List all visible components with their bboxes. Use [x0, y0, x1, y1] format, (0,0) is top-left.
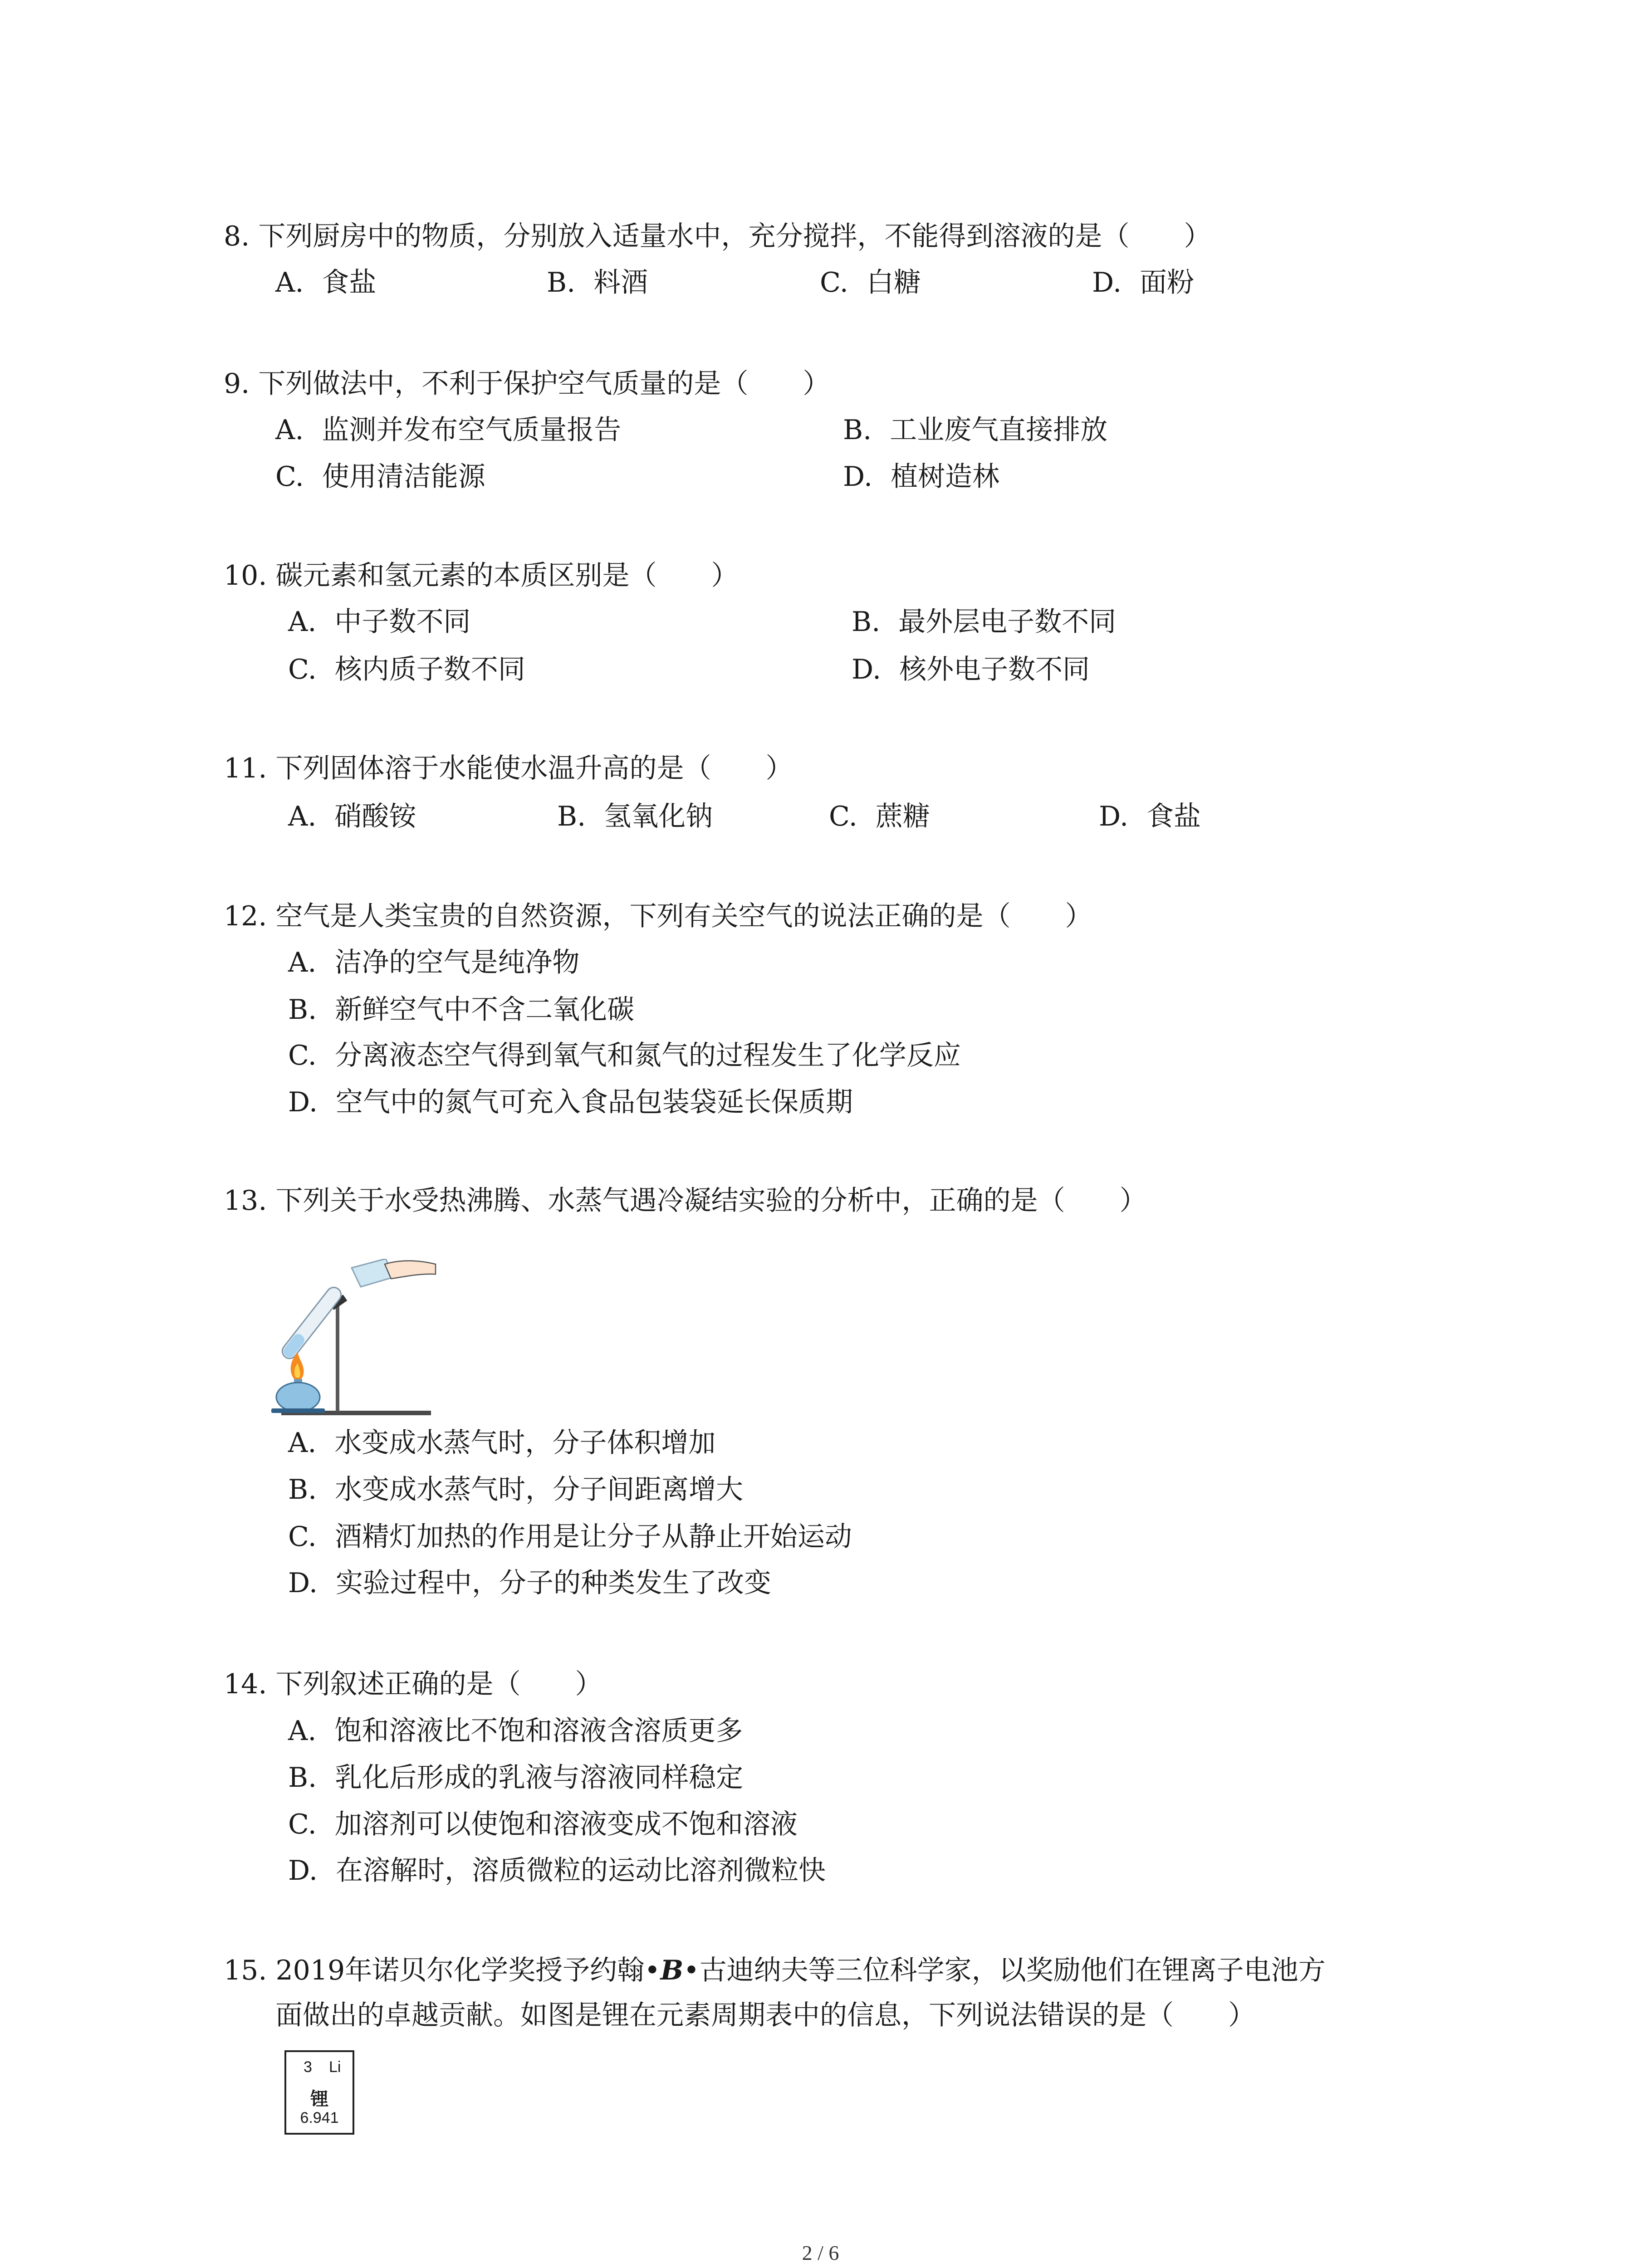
option-letter: A. [275, 414, 304, 446]
option-letter: A. [288, 1715, 317, 1747]
option-letter: A. [288, 947, 317, 978]
option-letter: A. [288, 606, 317, 638]
option-text: 核外电子数不同 [899, 654, 1090, 685]
element-symbol: Li [329, 2058, 341, 2076]
q9-option-c[interactable] [275, 461, 485, 493]
option-text: 水变成水蒸气时，分子间距离增大 [335, 1474, 744, 1505]
option-letter: C. [288, 654, 317, 685]
question-12-stem: 12. 空气是人类宝贵的自然资源，下列有关空气的说法正确的是（ ） [224, 900, 1092, 932]
q14-option-b[interactable] [288, 1762, 744, 1794]
atomic-number: 3 [304, 2058, 312, 2076]
q9-option-a[interactable] [275, 416, 621, 444]
q11-option-b[interactable] [557, 803, 713, 830]
option-text: 料酒 [593, 267, 648, 298]
periodic-table-cell-lithium [284, 2050, 354, 2135]
option-letter: D. [843, 461, 873, 493]
option-text: 实验过程中，分子的种类发生了改变 [336, 1567, 772, 1599]
question-8-stem: 8. 下列厨房中的物质，分别放入适量水中，充分搅拌，不能得到溶液的是（ ） [224, 220, 1211, 252]
option-letter: B. [547, 267, 576, 298]
option-text: 工业废气直接排放 [890, 414, 1108, 446]
option-text: 乳化后形成的乳液与溶液同样稳定 [335, 1762, 744, 1794]
page-number: 2 / 6 [802, 2241, 839, 2264]
question-11-stem: 11. 下列固体溶于水能使水温升高的是（ ） [224, 753, 793, 784]
option-letter: A. [288, 1427, 317, 1459]
option-text: 新鲜空气中不含二氧化碳 [335, 994, 635, 1026]
option-text: 面粉 [1140, 267, 1195, 298]
option-text: 分离液态空气得到氧气和氮气的过程发生了化学反应 [334, 1040, 961, 1071]
option-letter: D. [1099, 801, 1129, 832]
stem-text: •古迪纳夫等三位科学家，以奖励他们在锂离子电池方 [683, 1955, 1326, 1986]
q14-option-c[interactable] [288, 1811, 798, 1838]
option-text: 食盐 [322, 267, 377, 298]
q11-option-d[interactable] [1099, 803, 1201, 830]
option-text: 最外层电子数不同 [898, 606, 1117, 638]
q11-option-c[interactable] [829, 803, 930, 830]
option-letter: C. [829, 801, 857, 832]
option-text: 中子数不同 [334, 606, 471, 638]
alcohol-lamp [276, 1383, 320, 1412]
q10-option-b[interactable] [852, 606, 1117, 638]
option-letter: B. [288, 994, 317, 1026]
option-letter: D. [288, 1567, 318, 1599]
lamp-plate [271, 1408, 325, 1413]
option-text: 植树造林 [891, 461, 1000, 493]
q10-option-c[interactable] [288, 656, 525, 683]
option-letter: D. [288, 1855, 318, 1887]
q12-option-d[interactable] [288, 1086, 853, 1118]
option-text: 蔗糖 [875, 801, 930, 832]
atomic-mass: 6.941 [300, 2109, 339, 2126]
q13-option-b[interactable] [288, 1476, 743, 1503]
q10-option-a[interactable] [288, 606, 471, 638]
question-15-stem-line1 [224, 1957, 1326, 1984]
option-text: 氢氧化钠 [604, 801, 713, 832]
option-letter: C. [275, 461, 304, 493]
question-9-stem: 9. 下列做法中，不利于保护空气质量的是（ ） [224, 368, 830, 400]
option-text: 洁净的空气是纯净物 [334, 947, 580, 978]
option-letter: B. [557, 801, 586, 832]
q9-option-b[interactable] [843, 416, 1107, 444]
option-letter: C. [288, 1521, 317, 1553]
q13-option-c[interactable] [288, 1521, 852, 1553]
q8-option-c[interactable] [820, 269, 921, 296]
option-letter: B. [288, 1762, 317, 1794]
stem-text: 15. 2019年诺贝尔化学奖授予约翰• [224, 1955, 661, 1986]
stem-italic: B [660, 1955, 684, 1986]
option-letter: C. [288, 1809, 317, 1840]
q13-option-d[interactable] [288, 1569, 771, 1597]
option-text: 在溶解时，溶质微粒的运动比溶剂微粒快 [336, 1855, 826, 1887]
option-letter: B. [843, 414, 872, 446]
q12-option-b[interactable] [288, 994, 635, 1026]
option-letter: D. [1092, 267, 1122, 298]
question-14-stem: 14. 下列叙述正确的是（ ） [224, 1668, 603, 1700]
q13-option-a[interactable] [288, 1429, 715, 1457]
option-letter: D. [288, 1086, 318, 1118]
option-letter: C. [288, 1040, 317, 1071]
hand [385, 1261, 436, 1279]
question-15-stem-line2: 面做出的卓越贡献。如图是锂在元素周期表中的信息，下列说法错误的是（ ） [275, 1999, 1255, 2031]
q10-option-d[interactable] [852, 656, 1090, 683]
q14-option-a[interactable] [288, 1717, 743, 1745]
option-text: 加溶剂可以使饱和溶液变成不饱和溶液 [334, 1809, 798, 1840]
q9-option-d[interactable] [843, 461, 1000, 493]
q14-option-d[interactable] [288, 1855, 826, 1887]
option-text: 空气中的氮气可充入食品包装袋延长保质期 [336, 1086, 853, 1118]
q12-option-c[interactable] [288, 1042, 961, 1069]
q11-option-a[interactable] [288, 803, 416, 830]
option-text: 酒精灯加热的作用是让分子从静止开始运动 [334, 1521, 852, 1553]
option-letter: C. [820, 267, 848, 298]
question-13-stem: 13. 下列关于水受热沸腾、水蒸气遇冷凝结实验的分析中，正确的是（ ） [224, 1185, 1147, 1217]
boiling-experiment-figure [268, 1259, 440, 1422]
option-text: 食盐 [1146, 801, 1201, 832]
option-text: 使用清洁能源 [322, 461, 485, 493]
q8-option-a[interactable] [275, 269, 376, 296]
option-text: 硝酸铵 [334, 801, 416, 832]
option-letter: A. [275, 267, 304, 298]
q8-option-b[interactable] [547, 269, 648, 296]
option-letter: A. [288, 801, 317, 832]
option-text: 核内质子数不同 [334, 654, 525, 685]
element-name: 锂 [310, 2089, 328, 2109]
option-letter: B. [288, 1474, 317, 1505]
q8-option-d[interactable] [1092, 269, 1194, 296]
option-text: 饱和溶液比不饱和溶液含溶质更多 [334, 1715, 743, 1747]
question-10-stem: 10. 碳元素和氢元素的本质区别是（ ） [224, 560, 739, 591]
option-letter: D. [852, 654, 882, 685]
option-letter: B. [852, 606, 881, 638]
option-text: 白糖 [866, 267, 921, 298]
stand-rod [336, 1302, 339, 1412]
option-text: 水变成水蒸气时，分子体积增加 [334, 1427, 716, 1459]
option-text: 监测并发布空气质量报告 [322, 414, 622, 446]
q12-option-a[interactable] [288, 949, 579, 976]
